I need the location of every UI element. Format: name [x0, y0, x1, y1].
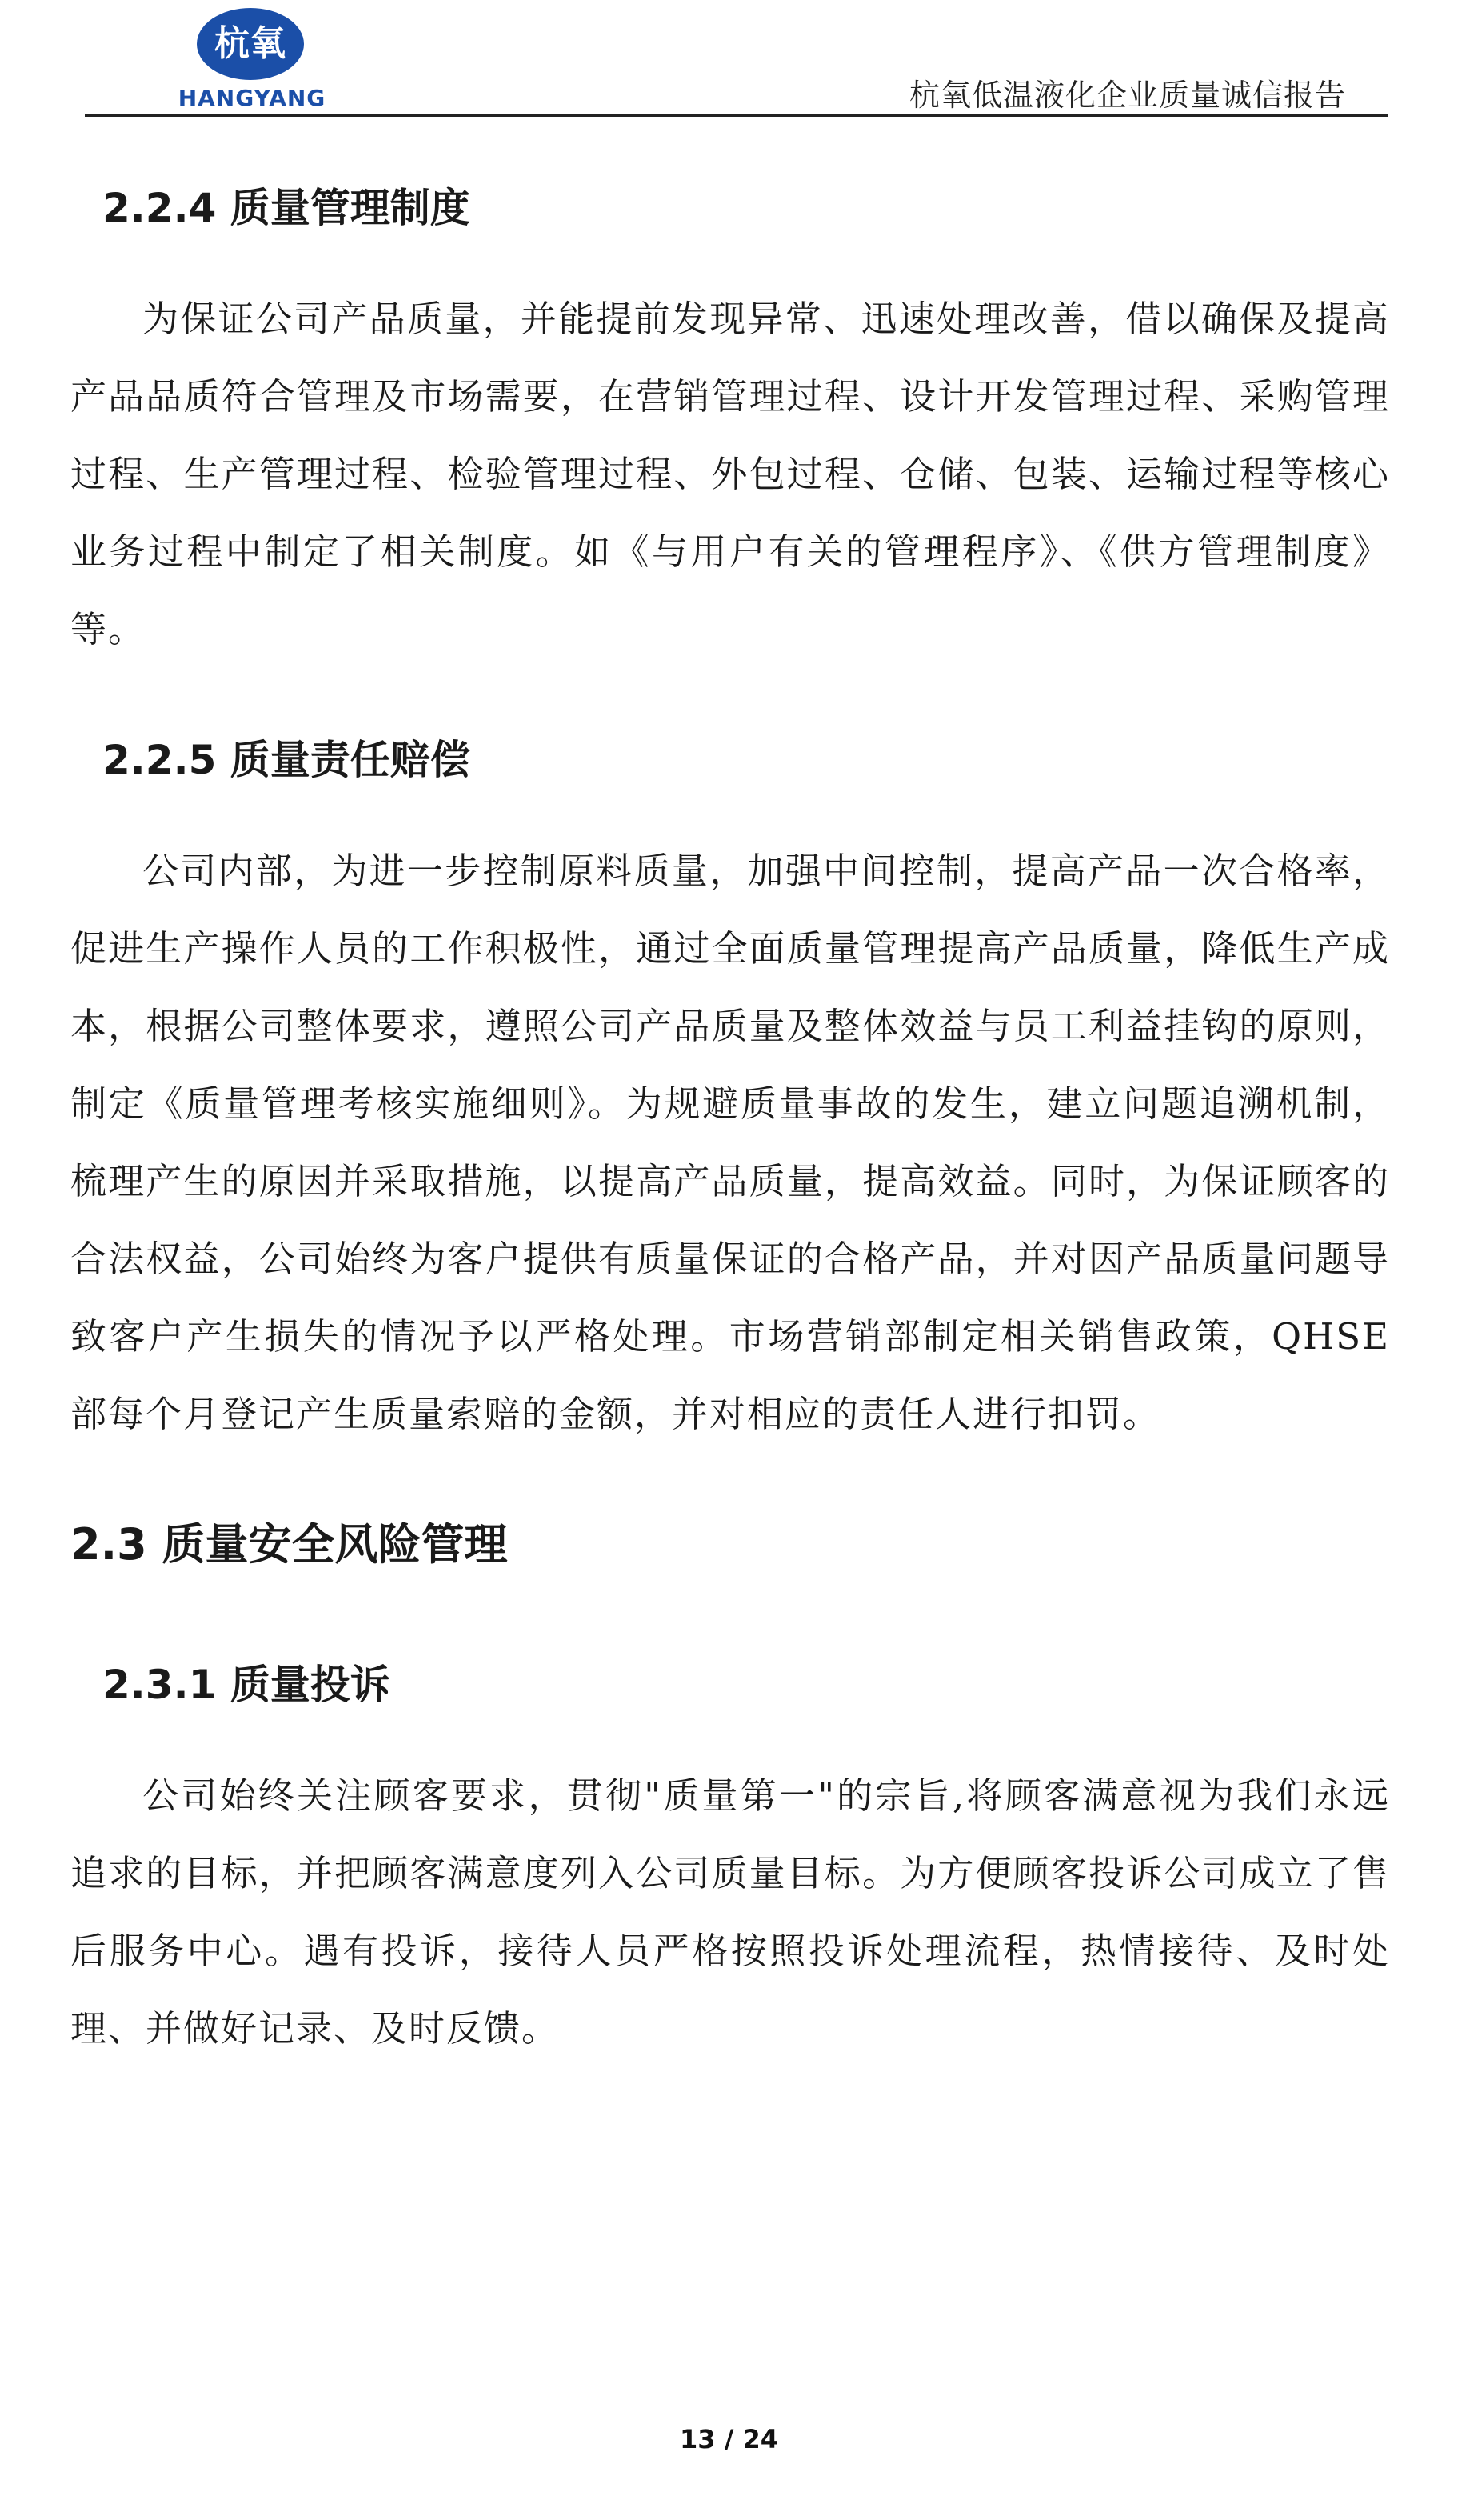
page-number: 13 / 24 — [679, 2424, 779, 2454]
logo-wordmark: HANGYANG — [178, 85, 326, 111]
hangyang-logo — [168, 8, 336, 112]
document-body — [70, 160, 1390, 2067]
logo-emblem: 杭氧 — [197, 8, 304, 80]
page-header — [0, 0, 1458, 120]
heading-2-3-1: 2.3.1 质量投诉 — [102, 1662, 390, 1708]
paragraph-2-2-4: 为保证公司产品质量，并能提前发现异常、迅速处理改善，借以确保及提高产品品质符合管理及市场需要，在营销管理过程、设计开发管理过程、采购管理过程、生产管理过程、检验管理过程、外包过程、仓储、包装、运输过程等核心业务过程中制定了相关制度。如《与用户有关的管理程序》、《供方管理制度》等。 — [70, 298, 1390, 650]
paragraph-2-2-5: 公司内部，为进一步控制原料质量，加强中间控制，提高产品一次合格率，促进生产操作人员的工作积极性，通过全面质量管理提高产品质量，降低生产成本，根据公司整体要求，遵照公司产品质量及整体效益与员工利益挂钩的原则，制定《质量管理考核实施细则》。为规避质量事故的发生，建立问题追溯机制，梳理产生的原因并采取措施，以提高产品质量，提高效益。同时，为保证顾客的合法权益，公司始终为客户提供有质量保证的合格产品，并对因产品质量问题导致客户产生损失的情况予以严格处理。市场营销部制定相关销售政策，QHSE部每个月登记产生质量索赔的金额，并对相应的责任人进行扣罚。 — [70, 850, 1390, 1435]
header-divider — [85, 114, 1388, 117]
heading-2-3: 2.3 质量安全风险管理 — [70, 1519, 508, 1570]
report-title: 杭氧低温液化企业质量诚信报告 — [909, 78, 1346, 113]
heading-2-2-4: 2.2.4 质量管理制度 — [102, 185, 470, 231]
paragraph-2-3-1: 公司始终关注顾客要求，贯彻"质量第一"的宗旨,将顾客满意视为我们永远追求的目标，并把顾客满意度列入公司质量目标。为方便顾客投诉公司成立了售后服务中心。遇有投诉，接待人员严格按照投诉处理流程，热情接待、及时处理、并做好记录、及时反馈。 — [70, 1774, 1390, 2050]
heading-2-2-5: 2.2.5 质量责任赔偿 — [102, 737, 470, 783]
